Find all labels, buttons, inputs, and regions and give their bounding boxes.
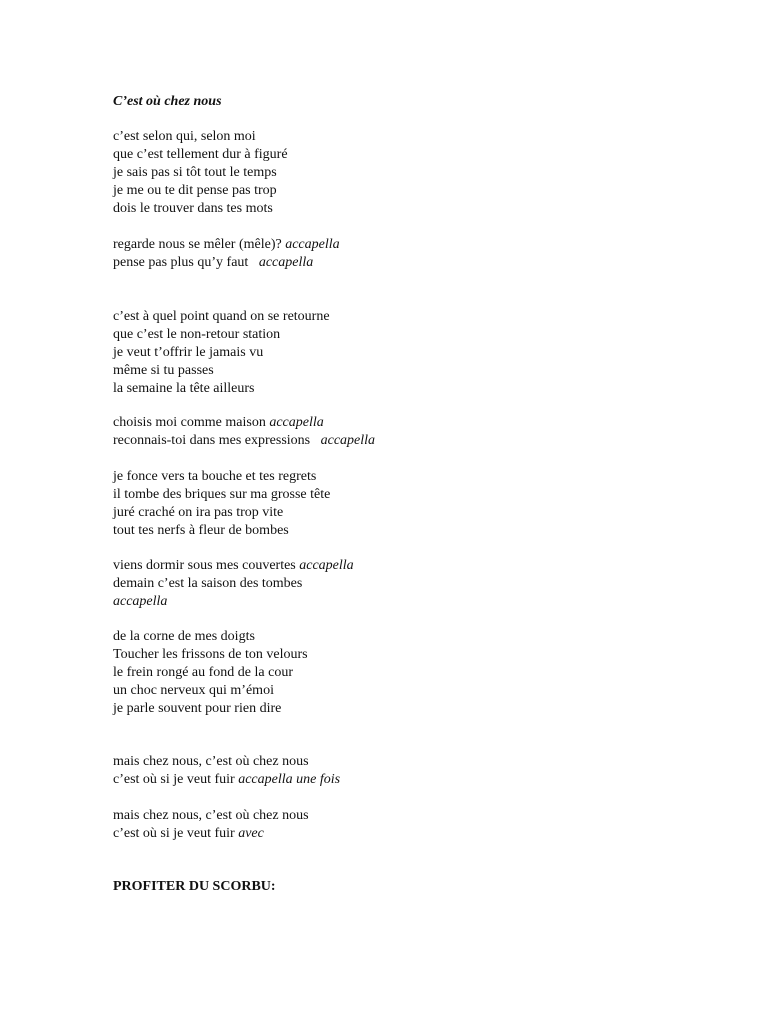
poem-line: tout tes nerfs à fleur de bombes — [113, 523, 289, 538]
section-heading: PROFITER DU SCORBU: — [113, 879, 276, 894]
stanza-7 — [113, 628, 308, 718]
poem-line: c’est où si je veut fuir accapella une fois — [113, 772, 341, 787]
stanza-4 — [113, 414, 375, 450]
stanza-2 — [113, 236, 340, 272]
poem-line: je parle souvent pour rien dire — [113, 701, 282, 716]
poem-line: je sais pas si tôt tout le temps — [113, 165, 277, 180]
poem-line: mais chez nous, c’est où chez nous — [113, 754, 309, 769]
poem-line: que c’est tellement dur à figuré — [113, 147, 288, 162]
poem-title: C’est où chez nous — [113, 94, 222, 109]
poem-line: de la corne de mes doigts — [113, 629, 255, 644]
stanza-9 — [113, 807, 309, 843]
poem-line: la semaine la tête ailleurs — [113, 381, 255, 396]
poem-line: que c’est le non-retour station — [113, 327, 281, 342]
poem-line: viens dormir sous mes couvertes accapella — [113, 558, 354, 573]
poem-line: il tombe des briques sur ma grosse tête — [113, 487, 331, 502]
poem-line: un choc nerveux qui m’émoi — [113, 683, 274, 698]
poem-line: dois le trouver dans tes mots — [113, 201, 273, 216]
poem-line: même si tu passes — [113, 363, 214, 378]
poem-line: juré craché on ira pas trop vite — [113, 505, 284, 520]
poem-line: c’est où si je veut fuir avec — [113, 826, 264, 841]
poem-line: je veut t’offrir le jamais vu — [113, 345, 264, 360]
poem-line: accapella — [113, 594, 168, 609]
poem-line: demain c’est la saison des tombes — [113, 576, 303, 591]
poem-line: pense pas plus qu’y faut accapella — [113, 255, 314, 270]
poem-line: reconnais-toi dans mes expressions accapella — [113, 433, 376, 448]
poem-line: choisis moi comme maison accapella — [113, 415, 324, 430]
poem-line: regarde nous se mêler (mêle)? accapella — [113, 237, 340, 252]
stanza-6 — [113, 557, 354, 611]
poem-line: mais chez nous, c’est où chez nous — [113, 808, 309, 823]
poem-line: le frein rongé au fond de la cour — [113, 665, 293, 680]
poem-line: c’est à quel point quand on se retourne — [113, 309, 330, 324]
poem-line: je me ou te dit pense pas trop — [113, 183, 277, 198]
stanza-3 — [113, 308, 330, 398]
poem-line: c’est selon qui, selon moi — [113, 129, 256, 144]
poem-line: je fonce vers ta bouche et tes regrets — [113, 469, 317, 484]
poem-line: Toucher les frissons de ton velours — [113, 647, 308, 662]
stanza-8 — [113, 753, 340, 789]
stanza-1 — [113, 128, 288, 218]
stanza-5 — [113, 468, 330, 540]
